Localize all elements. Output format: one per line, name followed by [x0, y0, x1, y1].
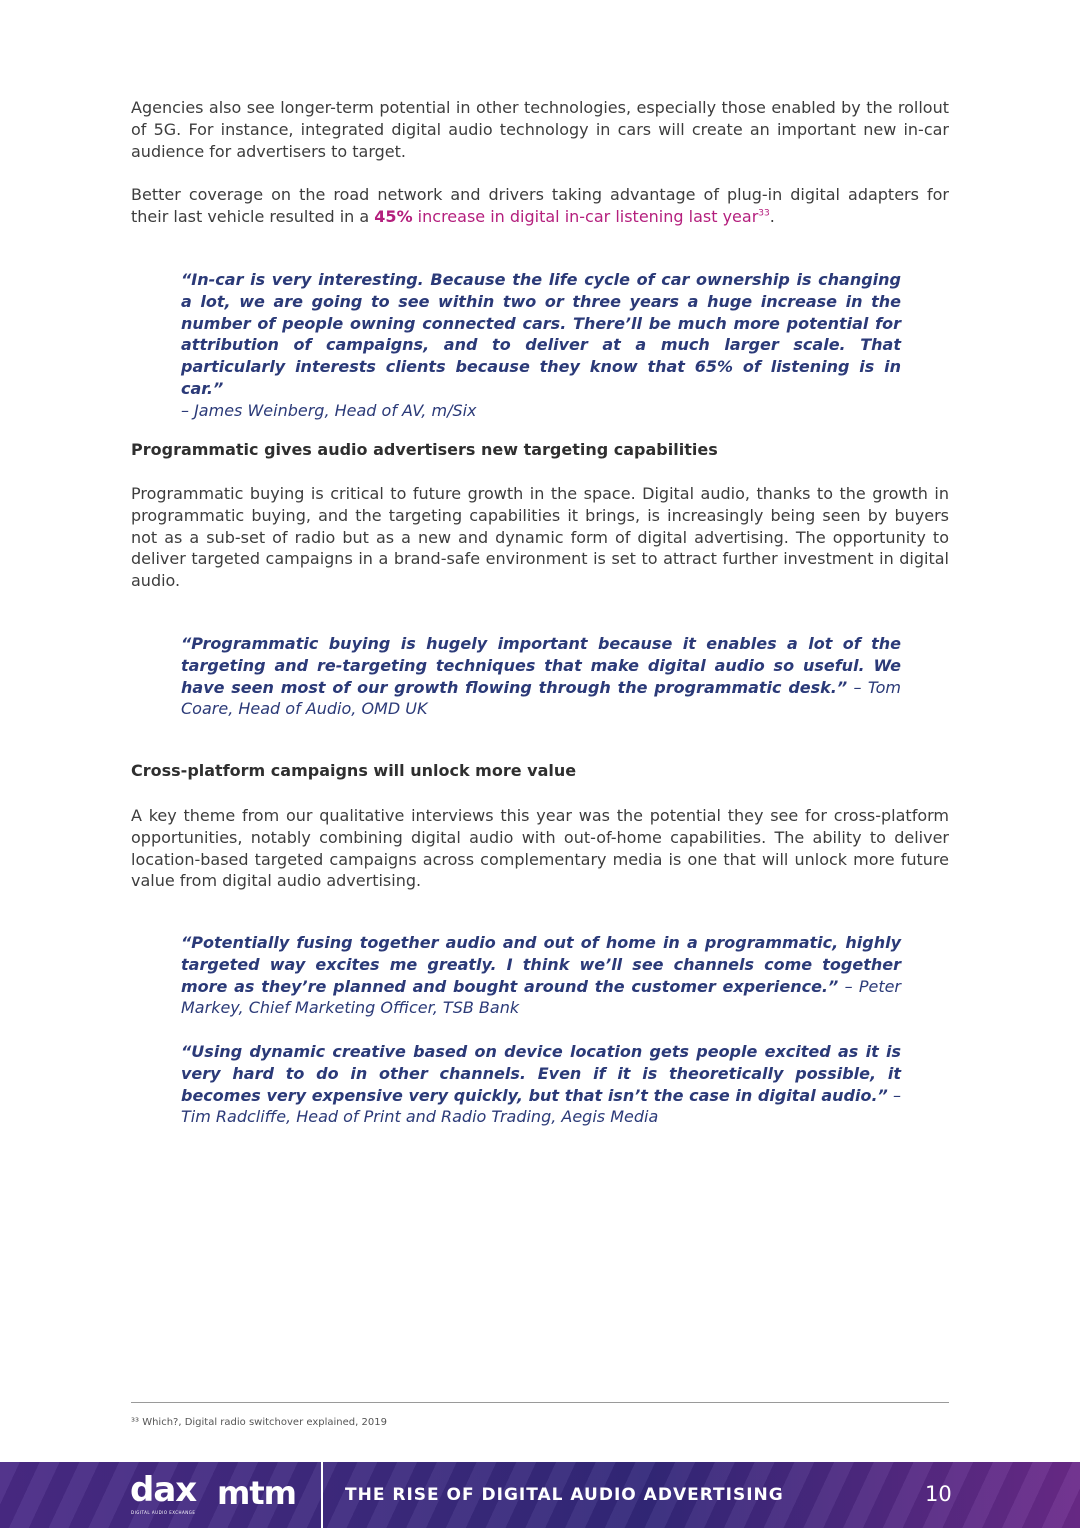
- footnote-divider: [131, 1402, 949, 1403]
- footnote: ³³ Which?, Digital radio switchover explained, 2019: [131, 1417, 387, 1428]
- quote-attribution: – Peter Markey, Chief Marketing Officer, TSB Bank: [181, 976, 902, 1018]
- quote-weinberg: [181, 269, 901, 422]
- highlight-stat-number: 45%: [374, 206, 413, 226]
- quote-text: “Using dynamic creative based on device location gets people excited as it is very hard to do in other channels. Even if it is theoretically possible, it becomes very expensive very quickly, but that isn’t the case in digital audio.”: [181, 1042, 901, 1105]
- footnote-ref[interactable]: 33: [758, 208, 770, 219]
- quote-text: “Programmatic buying is hugely important because it enables a lot of the targeting and re-targeting techniques that make digital audio so useful. We have seen most of our growth flowing through the programmatic desk.”: [181, 634, 901, 697]
- footer-title: THE RISE OF DIGITAL AUDIO ADVERTISING: [345, 1485, 784, 1505]
- quote-text: “Potentially fusing together audio and out of home in a programmatic, highly targeted way excites me greatly. I think we’ll see channels come together more as they’re planned and bought around the customer experience.”: [181, 933, 901, 996]
- page-footer: [0, 1462, 1080, 1528]
- section-heading-cross-platform: Cross-platform campaigns will unlock more value: [131, 761, 577, 780]
- quote-attribution: – James Weinberg, Head of AV, m/Six: [181, 400, 477, 420]
- paragraph-cross-platform: A key theme from our qualitative interviews this year was the potential they see for cross-platform opportunities, notably combining digital audio with out-of-home capabilities. The ability to deliver location-based targeted campaigns across complementary media is one that will unlock more future value from digital audio advertising.: [131, 806, 949, 891]
- paragraph-in-car-end: .: [769, 206, 775, 226]
- paragraph-in-car-text: Better coverage on the road network and drivers taking advantage of plug-in digital adapters for their last vehicle resulted in a: [131, 185, 949, 226]
- quote-markey: [181, 932, 901, 1019]
- quote-coare: [181, 633, 901, 720]
- quote-text: “In-car is very interesting. Because the life cycle of car ownership is changing a lot, we are going to see within two or three years a huge increase in the number of people owning connected cars. There’ll be much more potential for attribution of campaigns, and to deliver at a much larger scale. That particularly interests clients because they know that 65% of listening is in car.”: [181, 270, 901, 398]
- page-number: 10: [925, 1482, 952, 1506]
- paragraph-in-car: [131, 184, 949, 228]
- dax-logo-tagline: DIGITAL AUDIO EXCHANGE: [131, 1510, 196, 1515]
- highlight-stat-text: increase in digital in-car listening last year: [412, 206, 759, 226]
- footer-divider: [321, 1462, 323, 1528]
- quote-radcliffe: [181, 1041, 901, 1128]
- mtm-logo: mtm: [217, 1474, 296, 1512]
- paragraph-programmatic: Programmatic buying is critical to future growth in the space. Digital audio, thanks to the growth in programmatic buying, and the targeting capabilities it brings, is increasingly being seen by buyers not as a sub-set of radio but as a new and dynamic form of digital advertising. The opportunity to deliver targeted campaigns in a brand-safe environment is set to attract further investment in digital audio.: [131, 484, 949, 591]
- quote-attribution: – Tom Coare, Head of Audio, OMD UK: [181, 677, 901, 719]
- section-heading-programmatic: Programmatic gives audio advertisers new targeting capabilities: [131, 440, 718, 459]
- quote-attribution: – Tim Radcliffe, Head of Print and Radio Trading, Aegis Media: [181, 1085, 901, 1127]
- dax-logo: dax: [130, 1470, 197, 1510]
- paragraph-5g: Agencies also see longer-term potential in other technologies, especially those enabled by the rollout of 5G. For instance, integrated digital audio technology in cars will create an important new in-car audience for advertisers to target.: [131, 98, 949, 161]
- highlight-stat: [374, 207, 769, 226]
